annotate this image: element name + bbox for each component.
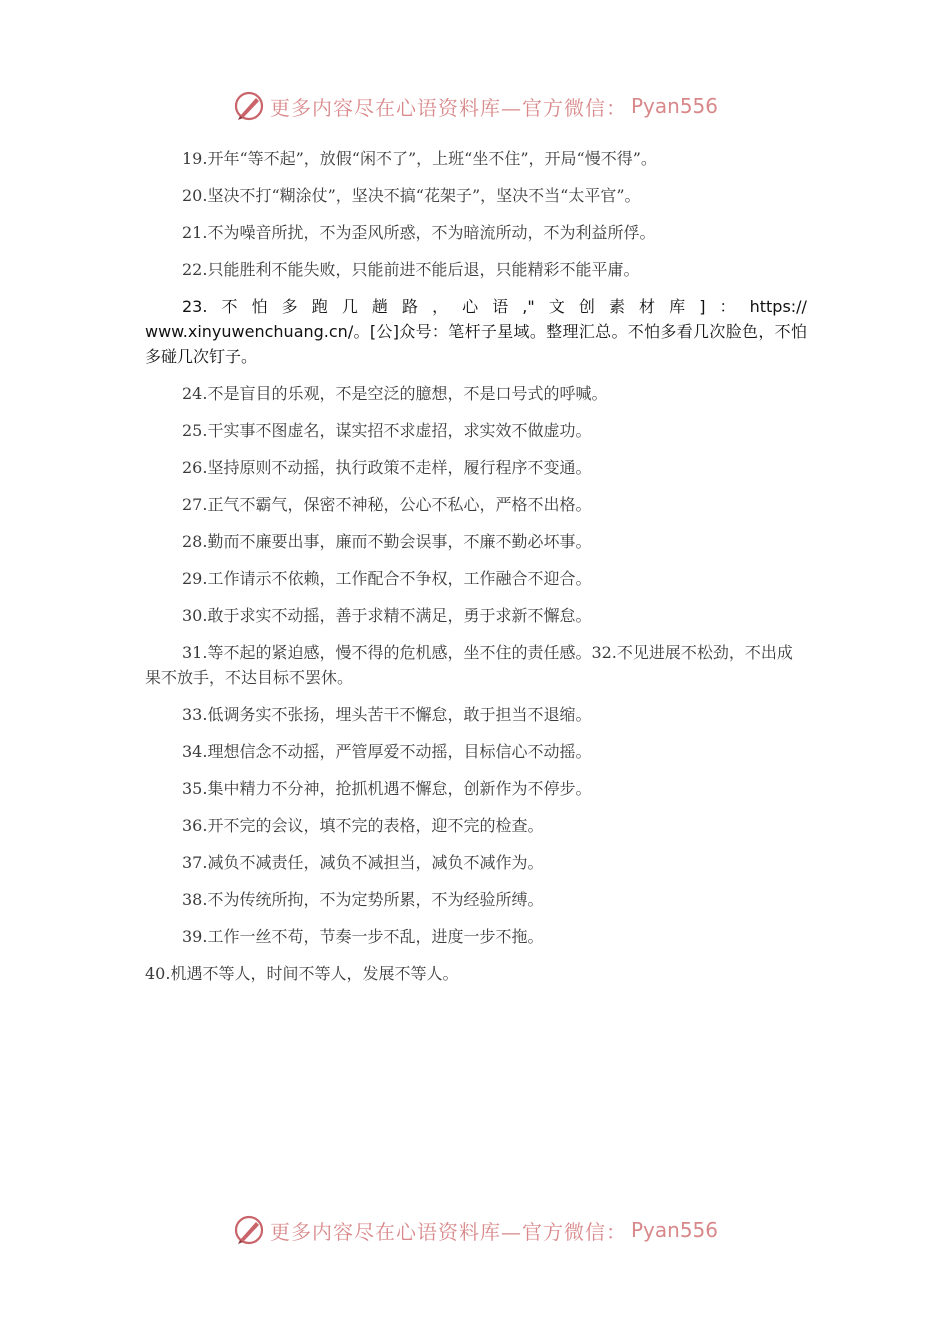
list-item: 37.减负不减责任，减负不减担当，减负不减作为。 xyxy=(182,853,544,872)
item-23-token: 不 xyxy=(221,297,238,316)
list-item-40: 40.机遇不等人，时间不等人，发展不等人。 xyxy=(145,964,459,983)
item-23-token: 材 xyxy=(639,297,656,316)
list-item: 39.工作一丝不苟，节奏一步不乱，进度一步不拖。 xyxy=(182,927,544,946)
list-item: 30.敢于求实不动摇，善于求精不满足，勇于求新不懈怠。 xyxy=(182,606,592,625)
wechat-id: Pyan556 xyxy=(630,1218,718,1242)
item-23-token: 语 xyxy=(492,297,509,316)
list-item: 20.坚决不打“糊涂仗”，坚决不搞“花架子”，坚决不当“太平官”。 xyxy=(182,186,641,205)
item-23-token: ] xyxy=(699,297,706,316)
item-23-token: 路 xyxy=(401,297,418,316)
list-item: 34.理想信念不动摇，严管厚爱不动摇，目标信心不动摇。 xyxy=(182,742,592,761)
banner-text: 更多内容尽在心语资料库—官方微信： xyxy=(269,95,627,120)
item-23-token: 趟 xyxy=(371,297,388,316)
item-23-token: ， xyxy=(432,297,449,316)
item-23-token: 几 xyxy=(341,297,358,316)
list-item: 29.工作请示不依赖，工作配合不争权，工作融合不迎合。 xyxy=(182,569,592,588)
item-23-first-line xyxy=(145,294,807,319)
item-23-token: 文 xyxy=(548,297,565,316)
items-before xyxy=(145,146,807,282)
list-item: 19.开年“等不起”，放假“闲不了”，上班“坐不住”，开局“慢不得”。 xyxy=(182,149,657,168)
header-banner xyxy=(0,86,950,126)
footer-banner xyxy=(0,1210,950,1250)
pen-logo-icon xyxy=(232,1213,266,1247)
list-item-23 xyxy=(145,294,807,369)
item-23-rest: www.xinyuwenchuang.cn/。[公]众号：笔杆子星域。整理汇总。不怕多看几次脸色，不怕多碰几次钉子。 xyxy=(145,322,807,366)
items-after xyxy=(145,381,807,949)
list-item: 28.勤而不廉要出事，廉而不勤会误事，不廉不勤必坏事。 xyxy=(182,532,592,551)
list-item: 22.只能胜利不能失败，只能前进不能后退，只能精彩不能平庸。 xyxy=(182,260,640,279)
list-item: 24.不是盲目的乐观，不是空泛的臆想，不是口号式的呼喊。 xyxy=(182,384,608,403)
item-23-token: 怕 xyxy=(251,297,268,316)
list-item: 25.干实事不图虚名，谋实招不求虚招，求实效不做虚功。 xyxy=(182,421,592,440)
item-23-token: https:// xyxy=(749,297,807,316)
item-23-token: 多 xyxy=(281,297,298,316)
item-23-token: 创 xyxy=(578,297,595,316)
list-item: 26.坚持原则不动摇，执行政策不走样，履行程序不变通。 xyxy=(182,458,592,477)
item-23-token: 素 xyxy=(608,297,625,316)
item-23-token: ," xyxy=(522,297,535,316)
document-body xyxy=(145,146,807,998)
list-item: 33.低调务实不张扬，埋头苦干不懈怠，敢于担当不退缩。 xyxy=(182,705,592,724)
item-23-token: 心 xyxy=(462,297,479,316)
list-item: 27.正气不霸气，保密不神秘，公心不私心，严格不出格。 xyxy=(182,495,592,514)
item-23-token: 库 xyxy=(669,297,686,316)
item-23-token: ： xyxy=(719,297,736,316)
wechat-id: Pyan556 xyxy=(630,94,718,118)
item-23-token: 跑 xyxy=(311,297,328,316)
banner-text: 更多内容尽在心语资料库—官方微信： xyxy=(269,1219,627,1244)
list-item: 38.不为传统所拘，不为定势所累，不为经验所缚。 xyxy=(182,890,544,909)
list-item: 21.不为噪音所扰，不为歪风所惑，不为暗流所动，不为利益所俘。 xyxy=(182,223,656,242)
list-item: 31.等不起的紧迫感，慢不得的危机感，坐不住的责任感。32.不见进展不松劲，不出成果不放手，不达目标不罢休。 xyxy=(145,643,793,687)
list-item: 36.开不完的会议，填不完的表格，迎不完的检查。 xyxy=(182,816,544,835)
item-23-token: 23. xyxy=(182,297,208,316)
list-item: 35.集中精力不分神，抢抓机遇不懈怠，创新作为不停步。 xyxy=(182,779,592,798)
pen-logo-icon xyxy=(232,89,266,123)
